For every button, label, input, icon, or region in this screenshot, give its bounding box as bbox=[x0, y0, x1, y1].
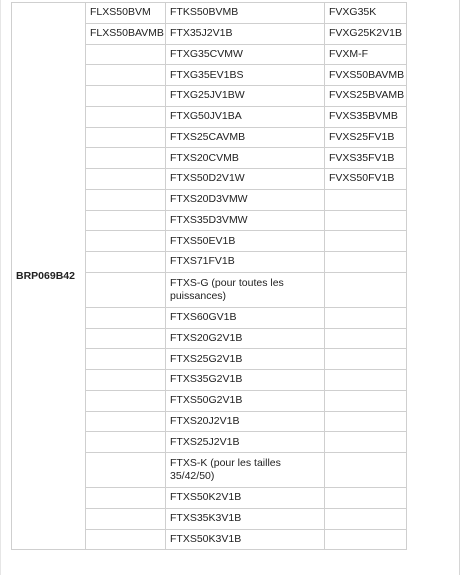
table-cell-b bbox=[86, 44, 166, 65]
table-cell-d: FVXS35FV1B bbox=[325, 148, 407, 169]
table-cell-b bbox=[86, 390, 166, 411]
table-cell-d bbox=[325, 307, 407, 328]
table-cell-d: FVXS25FV1B bbox=[325, 127, 407, 148]
table-cell-b bbox=[86, 106, 166, 127]
table-cell-d bbox=[325, 349, 407, 370]
table-cell-b bbox=[86, 529, 166, 550]
table-cell-b: FLXS50BAVMB bbox=[86, 23, 166, 44]
table-cell-b bbox=[86, 189, 166, 210]
table-row bbox=[12, 3, 407, 24]
adapter-model-cell: BRP069B42 bbox=[12, 3, 86, 550]
table-cell-d bbox=[325, 529, 407, 550]
table-cell-c: FTXS25G2V1B bbox=[166, 349, 325, 370]
table-cell-c: FTXS50K3V1B bbox=[166, 529, 325, 550]
table-cell-b bbox=[86, 148, 166, 169]
table-cell-c: FTXS50G2V1B bbox=[166, 390, 325, 411]
table-cell-c: FTXG35CVMW bbox=[166, 44, 325, 65]
table-cell-b bbox=[86, 65, 166, 86]
table-cell-b bbox=[86, 488, 166, 509]
table-cell-b bbox=[86, 453, 166, 488]
table-cell-d bbox=[325, 328, 407, 349]
table-cell-c: FTXS50EV1B bbox=[166, 231, 325, 252]
table-cell-c: FTXS35K3V1B bbox=[166, 508, 325, 529]
table-cell-d bbox=[325, 272, 407, 307]
table-cell-b bbox=[86, 210, 166, 231]
table-cell-b bbox=[86, 307, 166, 328]
table-cell-b bbox=[86, 411, 166, 432]
table-cell-d bbox=[325, 370, 407, 391]
table-cell-b bbox=[86, 231, 166, 252]
table-cell-d bbox=[325, 189, 407, 210]
table-cell-c: FTXS35G2V1B bbox=[166, 370, 325, 391]
table-cell-c: FTXS71FV1B bbox=[166, 252, 325, 273]
table-cell-d bbox=[325, 432, 407, 453]
table-cell-d bbox=[325, 411, 407, 432]
table-cell-b bbox=[86, 432, 166, 453]
table-cell-c: FTXS50K2V1B bbox=[166, 488, 325, 509]
table-cell-d: FVXS25BVAMB bbox=[325, 86, 407, 107]
table-cell-b bbox=[86, 328, 166, 349]
compatibility-table-wrap bbox=[11, 2, 460, 550]
page-left-rule bbox=[0, 0, 1, 575]
table-cell-d bbox=[325, 508, 407, 529]
table-cell-b bbox=[86, 169, 166, 190]
table-cell-d: FVXS50BAVMB bbox=[325, 65, 407, 86]
table-cell-b bbox=[86, 252, 166, 273]
table-cell-d: FVXG35K bbox=[325, 3, 407, 24]
table-cell-c: FTXS60GV1B bbox=[166, 307, 325, 328]
table-cell-c: FTXS25J2V1B bbox=[166, 432, 325, 453]
table-cell-c: FTXS35D3VMW bbox=[166, 210, 325, 231]
compatibility-table-body bbox=[12, 3, 407, 550]
table-cell-b bbox=[86, 370, 166, 391]
table-cell-b bbox=[86, 349, 166, 370]
table-cell-b bbox=[86, 272, 166, 307]
table-cell-c: FTXG35EV1BS bbox=[166, 65, 325, 86]
table-cell-c: FTXS25CAVMB bbox=[166, 127, 325, 148]
table-cell-d bbox=[325, 488, 407, 509]
table-cell-b bbox=[86, 508, 166, 529]
table-cell-c: FTXS50D2V1W bbox=[166, 169, 325, 190]
table-cell-b bbox=[86, 127, 166, 148]
compatibility-table bbox=[11, 2, 407, 550]
table-cell-b bbox=[86, 86, 166, 107]
table-cell-d bbox=[325, 210, 407, 231]
table-cell-d bbox=[325, 390, 407, 411]
table-cell-c: FTXG25JV1BW bbox=[166, 86, 325, 107]
table-cell-d: FVXG25K2V1B bbox=[325, 23, 407, 44]
table-cell-d bbox=[325, 252, 407, 273]
table-cell-c: FTXS20CVMB bbox=[166, 148, 325, 169]
table-cell-c: FTXS20J2V1B bbox=[166, 411, 325, 432]
table-cell-c: FTXS-K (pour les tailles 35/42/50) bbox=[166, 453, 325, 488]
table-cell-d bbox=[325, 231, 407, 252]
table-cell-c: FTX35J2V1B bbox=[166, 23, 325, 44]
table-cell-c: FTXS20G2V1B bbox=[166, 328, 325, 349]
table-cell-b: FLXS50BVM bbox=[86, 3, 166, 24]
table-cell-d: FVXS35BVMB bbox=[325, 106, 407, 127]
table-cell-c: FTKS50BVMB bbox=[166, 3, 325, 24]
table-cell-d: FVXM-F bbox=[325, 44, 407, 65]
table-cell-d bbox=[325, 453, 407, 488]
table-cell-d: FVXS50FV1B bbox=[325, 169, 407, 190]
table-cell-c: FTXS20D3VMW bbox=[166, 189, 325, 210]
table-cell-c: FTXG50JV1BA bbox=[166, 106, 325, 127]
table-cell-c: FTXS-G (pour toutes les puissances) bbox=[166, 272, 325, 307]
